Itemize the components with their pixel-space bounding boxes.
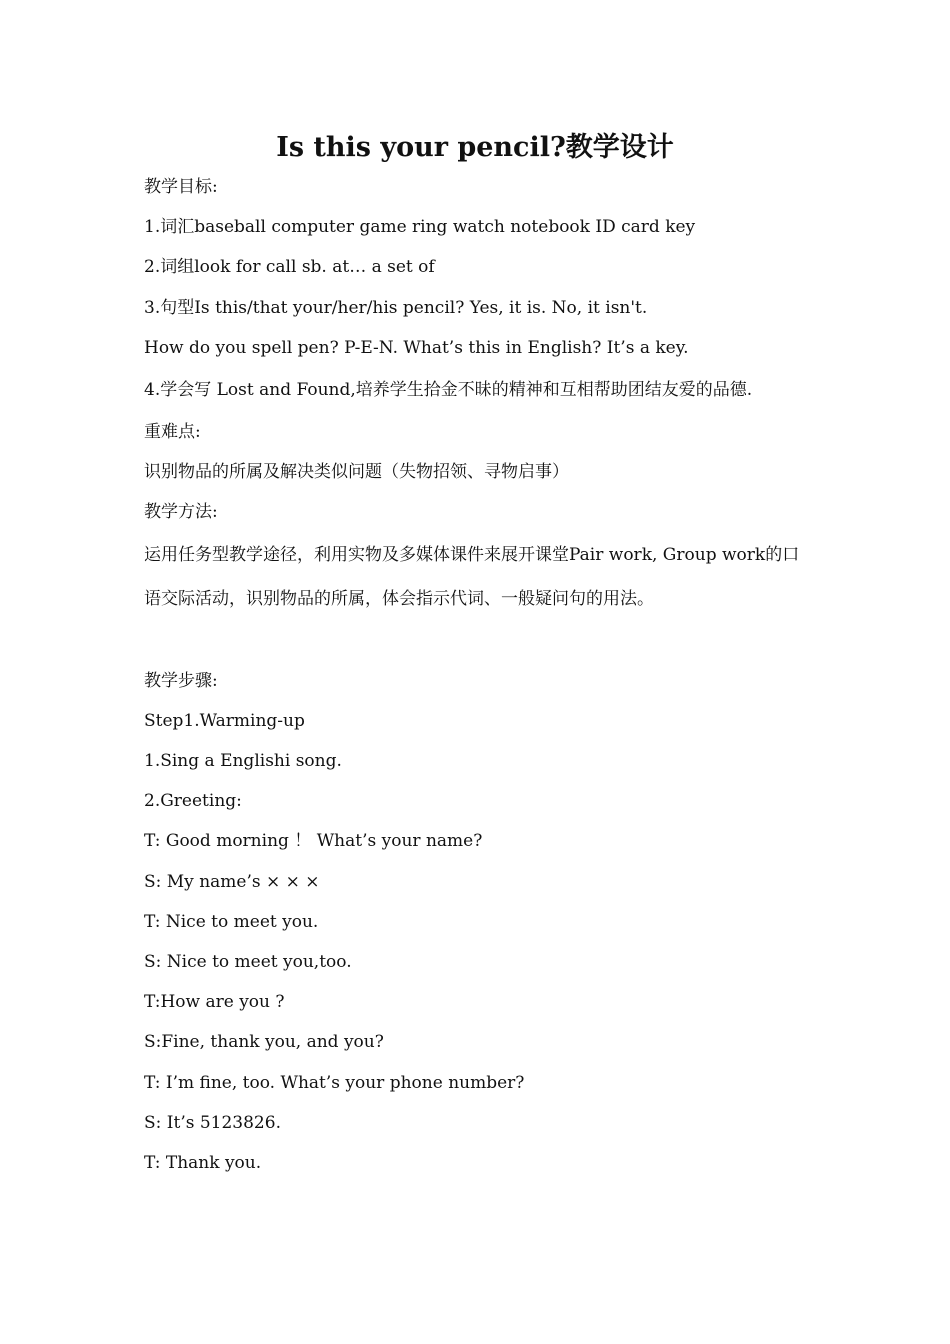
difficulties-heading: 重难点:	[144, 422, 201, 443]
methods-text: 运用任务型教学途径，利用实物及多媒体课件来展开课堂Pair work, Group work的口语交际活动，识别物品的所属，体会指示代词、一般疑问句的用法。	[144, 544, 800, 609]
objective-phrases: 2.词组look for call sb. at… a set of	[144, 257, 435, 278]
objective-vocabulary: 1.词汇baseball computer game ring watch notebook ID card key	[144, 217, 696, 238]
dialogue-line: S: It’s 5123826.	[144, 1112, 281, 1133]
objective-writing: 4.学会写 Lost and Found,培养学生拾金不昧的精神和互相帮助团结友爱的品德.	[144, 380, 753, 401]
dialogue-line: T: I’m fine, too. What’s your phone number?	[144, 1072, 525, 1093]
steps-heading: 教学步骤:	[144, 670, 218, 691]
dialogue-line: S: My name’s × × ×	[144, 871, 320, 892]
objective-sentence-patterns-continued: How do you spell pen? P-E-N. What’s this in English? It’s a key.	[144, 337, 689, 358]
step1-item-song: 1.Sing a Englishi song.	[144, 751, 342, 772]
document-body	[144, 167, 810, 1183]
objective-sentence-patterns: 3.句型Is this/that your/her/his pencil? Yes, it is. No, it isn't.	[144, 297, 648, 318]
step1-title: Step1.Warming-up	[144, 710, 305, 731]
dialogue-line: T: Good morning ！ What’s your name?	[144, 831, 483, 852]
dialogue-line: S:Fine, thank you, and you?	[144, 1032, 384, 1053]
dialogue-line: T: Nice to meet you.	[144, 911, 319, 932]
dialogue-line: T:How are you ?	[144, 992, 285, 1013]
difficulties-text: 识别物品的所属及解决类似问题（失物招领、寻物启事）	[144, 462, 569, 483]
step1-item-greeting: 2.Greeting:	[144, 791, 242, 812]
dialogue-line: S: Nice to meet you,too.	[144, 952, 352, 973]
document-title: Is this your pencil?教学设计	[276, 132, 674, 163]
methods-heading: 教学方法:	[144, 502, 218, 523]
paragraph-gap	[144, 621, 810, 661]
objectives-heading: 教学目标:	[144, 177, 218, 197]
dialogue-line: T: Thank you.	[144, 1153, 262, 1174]
